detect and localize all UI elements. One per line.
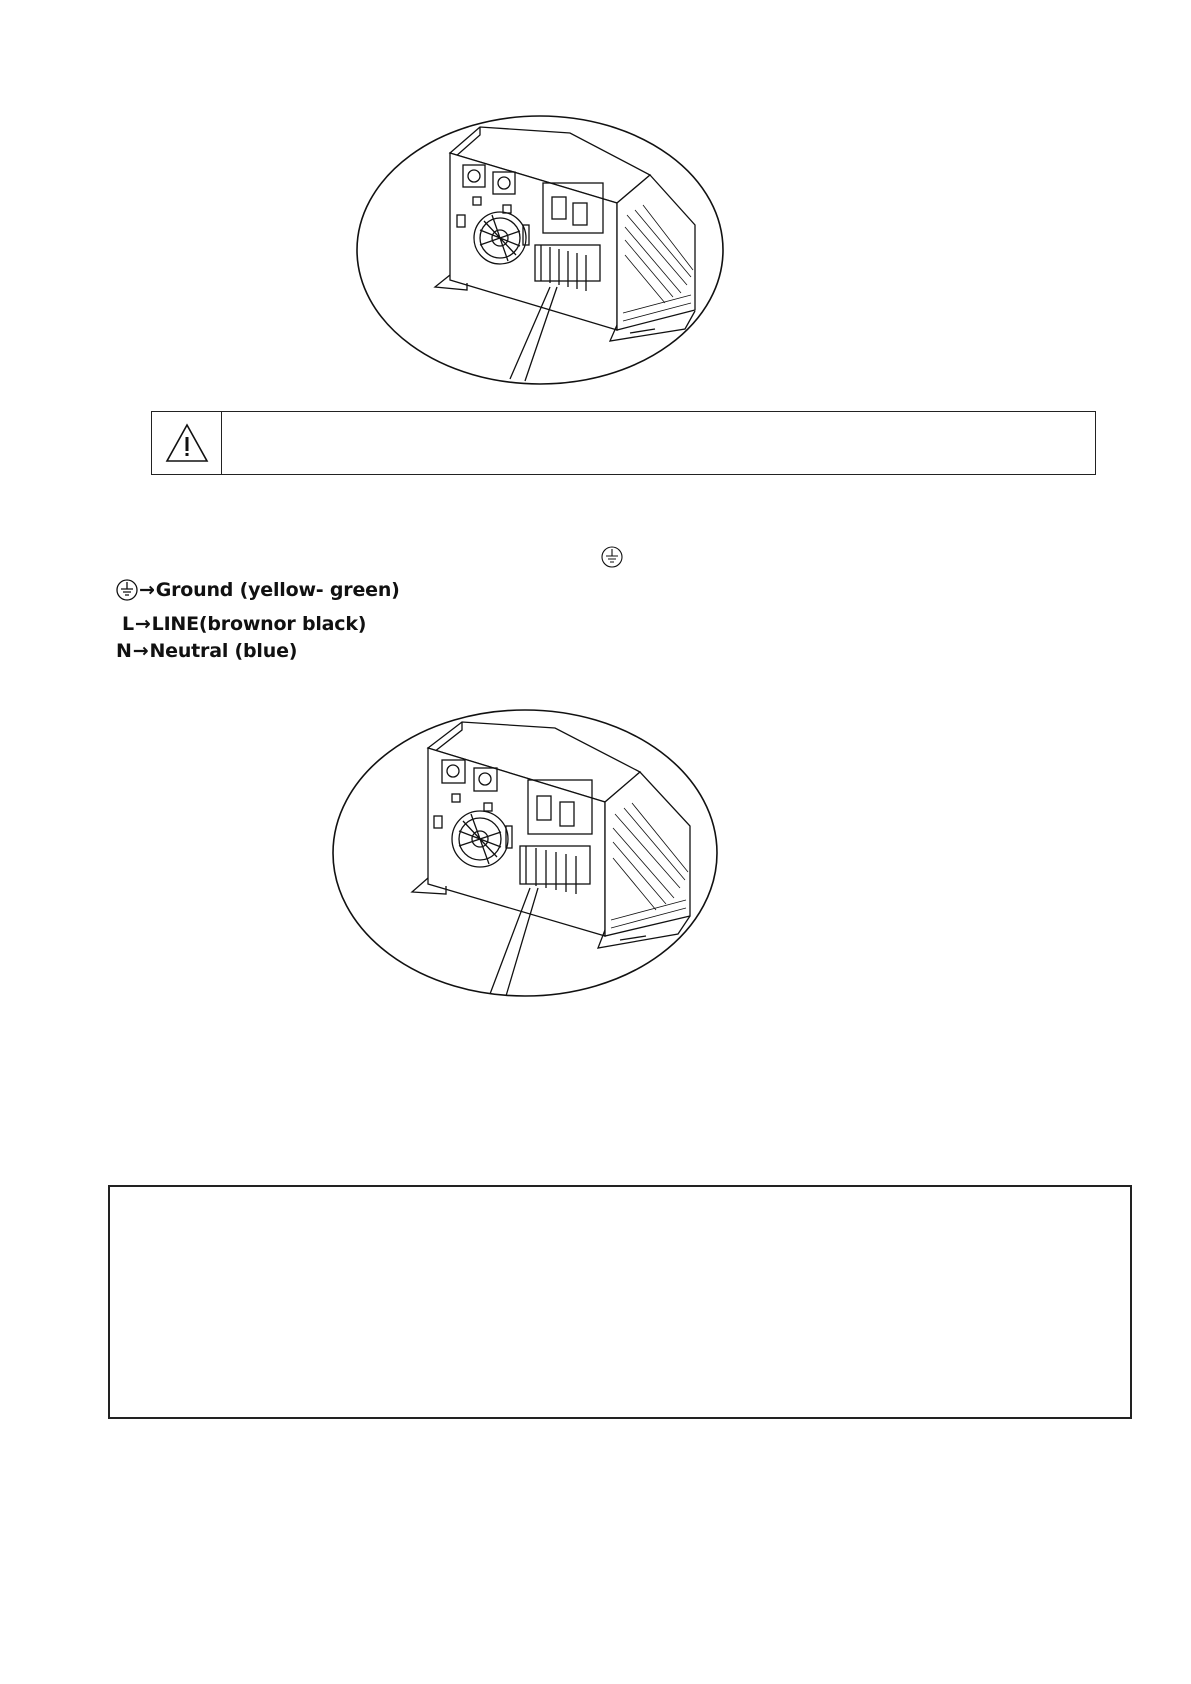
legend-text: Neutral (blue) [149,640,298,662]
inline-ground-symbol [601,545,623,573]
legend-text: LINE(brownor black) [151,613,367,635]
legend-ground [116,578,400,602]
legend-code: N [116,640,132,662]
legend-neutral [116,640,297,662]
legend-text: Ground (yellow- green) [155,579,400,601]
legend-arrow: → [134,613,151,635]
legend-code: L [122,613,134,635]
inverter-ac-output-figure [330,708,720,998]
inverter-ac-input-figure [355,115,725,385]
ground-icon [116,578,138,602]
warning-box [151,411,1096,475]
legend-arrow: → [132,640,149,662]
note-box [108,1185,1132,1419]
protective-earth-icon [601,545,623,569]
legend-line [122,613,366,635]
legend-arrow: → [139,579,155,601]
warning-triangle-icon [164,422,210,464]
